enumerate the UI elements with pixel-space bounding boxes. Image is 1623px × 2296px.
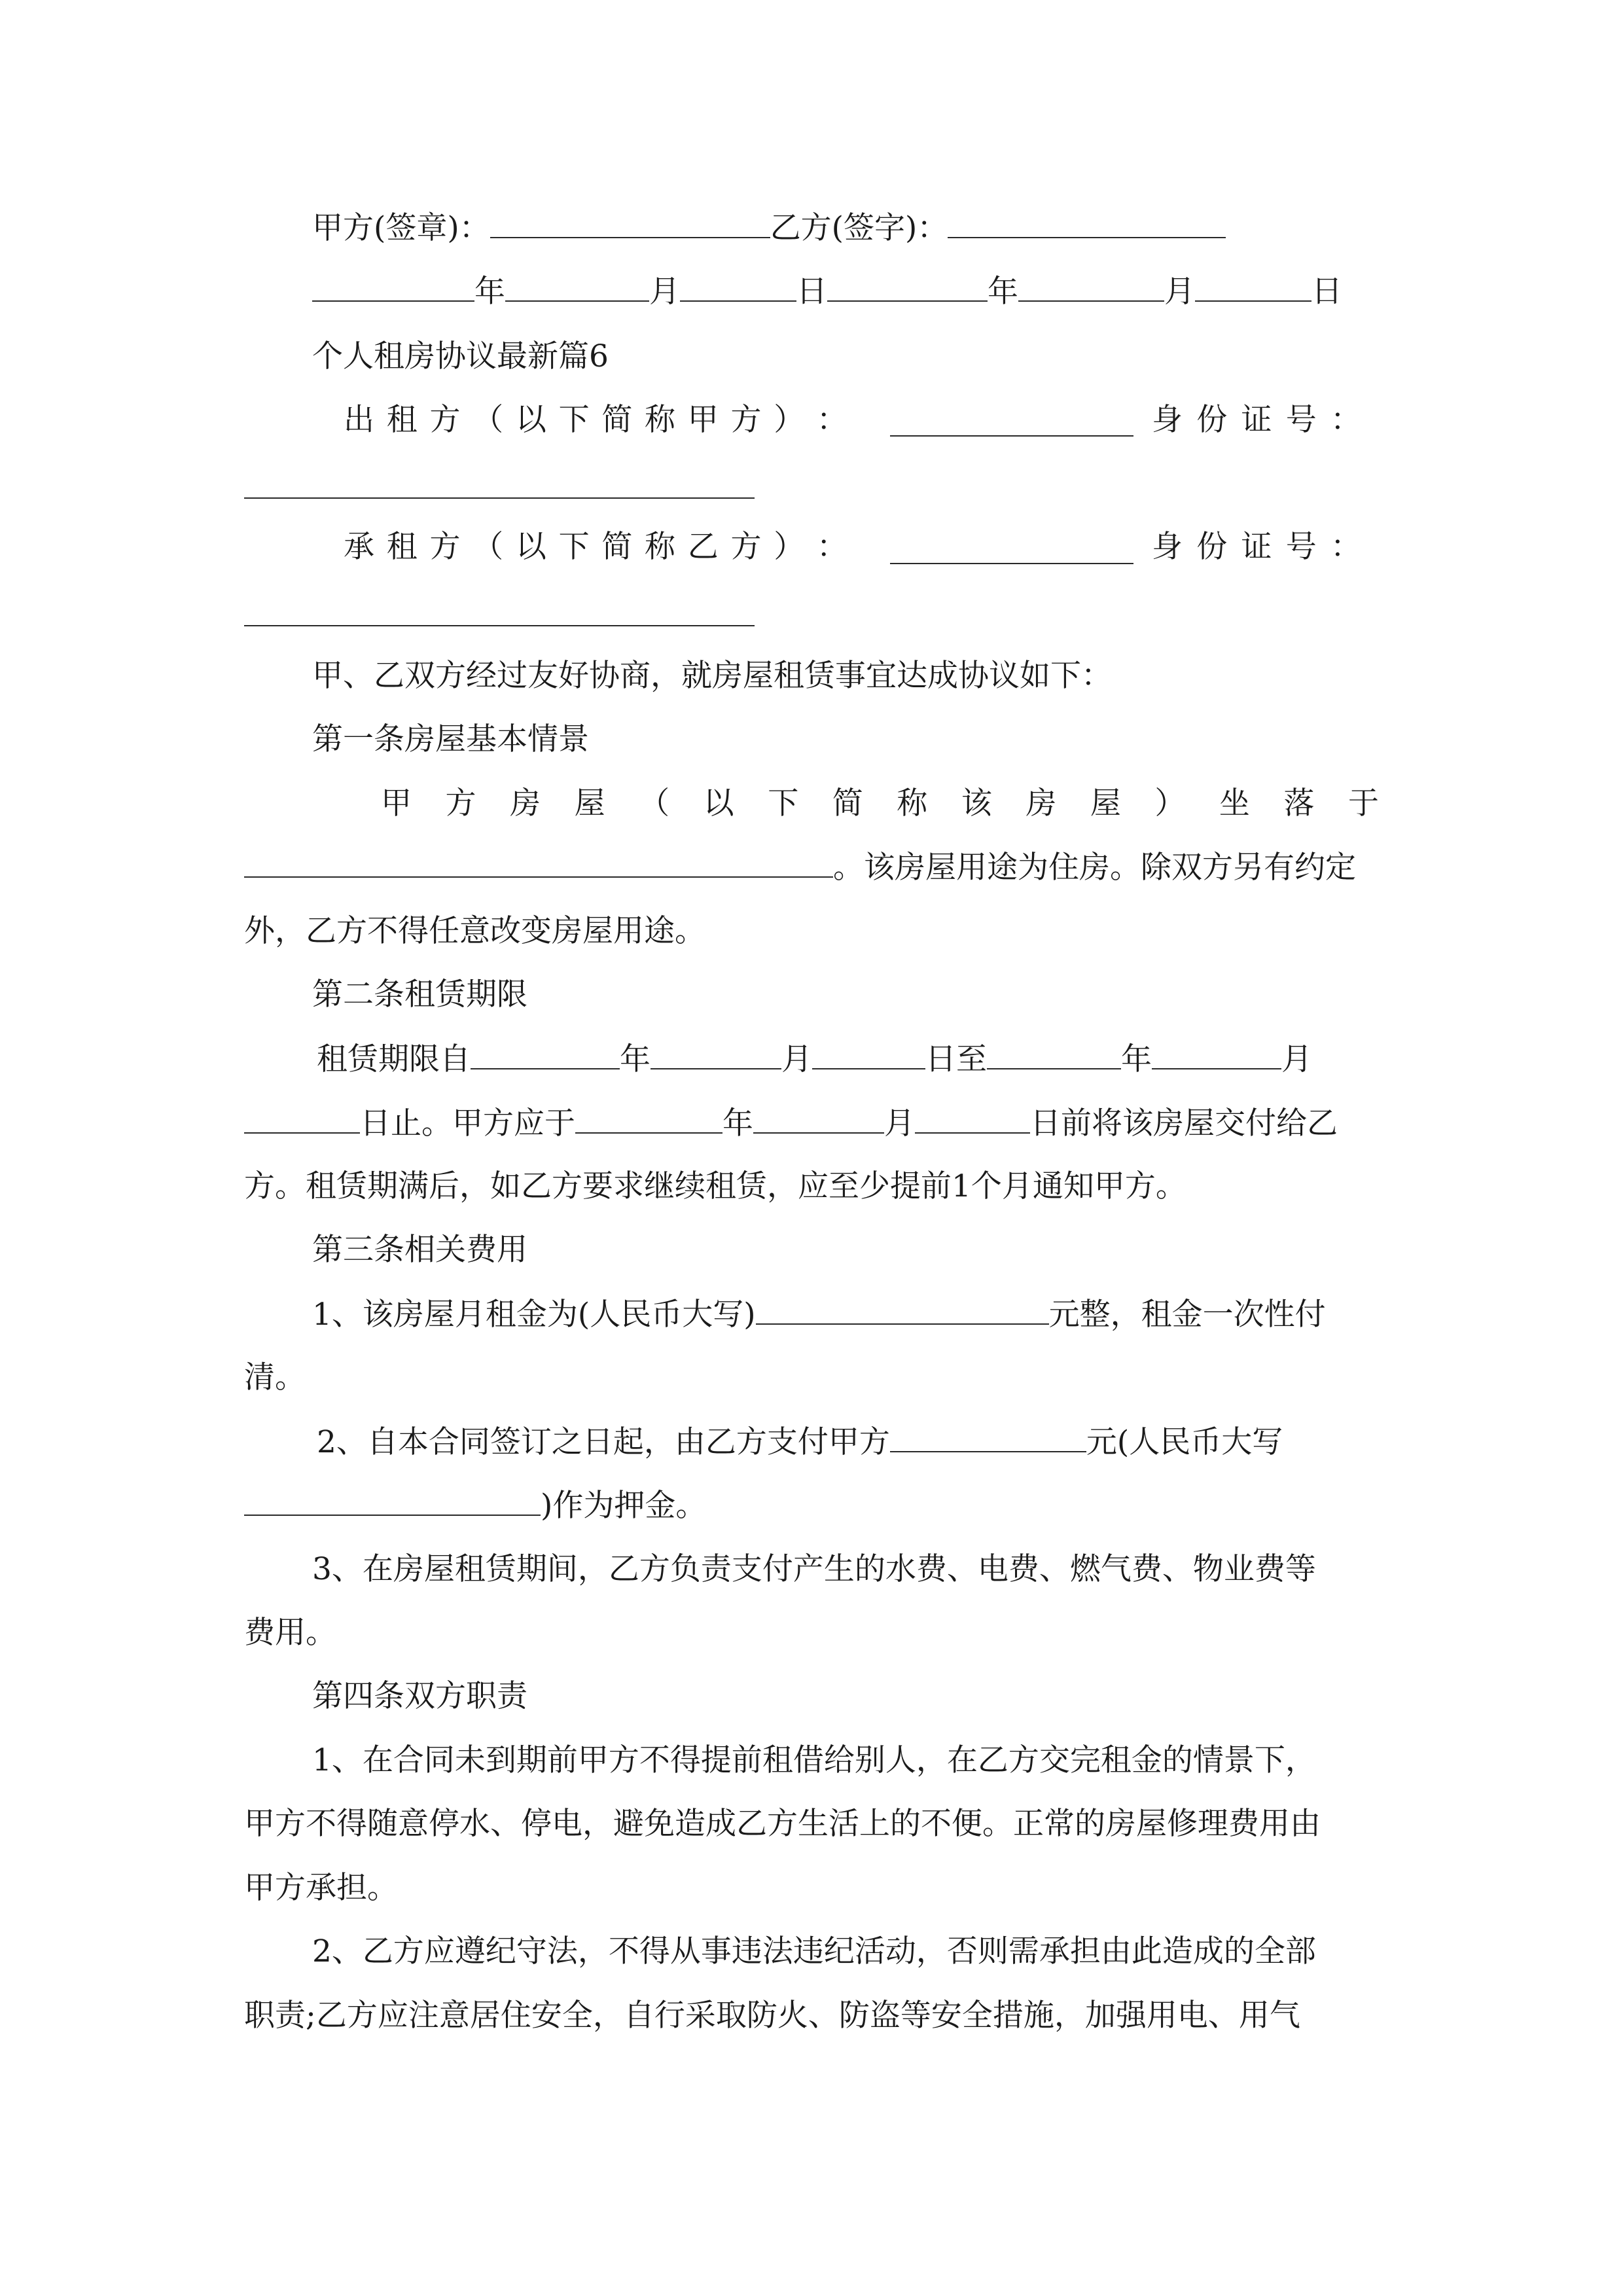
article3-item2-line2: [244, 1486, 706, 1526]
deposit-suffix: 元(人民币大写: [1086, 1424, 1283, 1460]
day-label: 日: [796, 274, 827, 310]
article4-item1-line2: 甲方不得随意停水、停电，避免造成乙方生活上的不便。正常的房屋修理费用由: [244, 1806, 1321, 1842]
article1-line2-text: 。该房屋用途为住房。除双方另有约定: [833, 850, 1356, 886]
date-blank: [915, 1103, 1030, 1134]
rent-suffix: 元整，租金一次性付: [1048, 1297, 1326, 1333]
lessee-id-blank: [244, 625, 755, 626]
article2-title: 第二条租赁期限: [312, 977, 527, 1013]
date-blank: [827, 272, 988, 302]
article3-item2-line1: [317, 1422, 1283, 1462]
date-blank: [312, 272, 474, 302]
deposit-words-blank: [244, 1486, 541, 1516]
month-label: 月: [1164, 274, 1195, 310]
party-a-sign-line: [312, 208, 1226, 248]
date-blank: [244, 1103, 360, 1134]
month-label: 月: [1281, 1041, 1312, 1077]
lessor-label-spread: 出 租 方 （ 以 下 简 称 甲 方 ） ：: [344, 402, 847, 438]
deposit-label: 2、自本合同签订之日起，由乙方支付甲方: [317, 1424, 890, 1460]
date-blank: [680, 272, 796, 302]
date-blank: [505, 272, 649, 302]
article3-item1-line2: 清。: [244, 1359, 306, 1395]
article2-line2: [244, 1103, 1338, 1143]
article1-line2: [244, 848, 1356, 888]
article4-title: 第四条双方职责: [312, 1678, 527, 1714]
year-label: 年: [474, 274, 505, 310]
month-label: 月: [884, 1105, 915, 1141]
date-blank: [471, 1039, 620, 1069]
to-label: 日至: [925, 1041, 987, 1077]
article3-item1-line1: [312, 1295, 1326, 1335]
date-blank: [753, 1103, 884, 1134]
article4-item2-line2: 职责;乙方应注意居住安全，自行采取防火、防盗等安全措施，加强用电、用气: [244, 1998, 1300, 2034]
date-blank: [575, 1103, 722, 1134]
article2-period-line: [317, 1039, 1312, 1079]
signature-date-line: [312, 272, 1342, 312]
before-label: 日前将该房屋交付给乙: [1030, 1105, 1338, 1141]
date-blank: [651, 1039, 781, 1069]
article1-line3: 外，乙方不得任意改变房屋用途。: [244, 913, 705, 949]
month-label: 月: [781, 1041, 812, 1077]
article3-item3-line1: 3、在房屋租赁期间，乙方负责支付产生的水费、电费、燃气费、物业费等: [312, 1551, 1316, 1587]
year-label: 年: [1121, 1041, 1152, 1077]
date-blank: [987, 1039, 1121, 1069]
rent-label: 1、该房屋月租金为(人民币大写): [312, 1297, 756, 1333]
article2-line3: 方。租赁期满后，如乙方要求继续租赁，应至少提前1个月通知甲方。: [244, 1168, 1186, 1204]
year-label: 年: [988, 274, 1018, 310]
article3-item3-line2: 费用。: [244, 1615, 336, 1651]
date-blank: [812, 1039, 925, 1069]
article4-item1-line1: 1、在合同未到期前甲方不得提前租借给别人，在乙方交完租金的情景下，: [312, 1742, 1316, 1778]
date-blank: [1152, 1039, 1281, 1069]
lessee-id-label: 身 份 证 号 ：: [1152, 529, 1361, 565]
article3-title: 第三条相关费用: [312, 1232, 527, 1268]
section-title: 个人租房协议最新篇6: [312, 338, 609, 374]
rent-amount-blank: [756, 1295, 1049, 1325]
lessor-name-blank: [890, 435, 1133, 437]
party-a-sign-blank: [490, 208, 770, 238]
party-a-sign-label: 甲方(签章)：: [312, 210, 490, 246]
party-b-sign-blank: [948, 208, 1226, 238]
day-label: 日: [1311, 274, 1342, 310]
date-blank: [1018, 272, 1164, 302]
month-label: 月: [649, 274, 680, 310]
intro-paragraph: 甲、乙双方经过友好协商，就房屋租赁事宜达成协议如下：: [312, 658, 1112, 694]
party-b-sign-label: 乙方(签字)：: [770, 210, 948, 246]
until-label: 日止。甲方应于: [360, 1105, 575, 1141]
address-blank: [244, 848, 833, 878]
article4-item1-line3: 甲方承担。: [244, 1870, 398, 1906]
article1-line1: 甲 方 房 屋 （ 以 下 简 称 该 房 屋 ） 坐 落 于: [381, 785, 1379, 821]
year-label: 年: [620, 1041, 651, 1077]
period-prefix: 租赁期限自: [317, 1041, 471, 1077]
article4-item2-line1: 2、乙方应遵纪守法，不得从事违法违纪活动，否则需承担由此造成的全部: [312, 1933, 1316, 1969]
lessee-label-spread: 承 租 方 （ 以 下 简 称 乙 方 ） ：: [344, 529, 847, 565]
deposit-amount-blank: [890, 1422, 1086, 1452]
lessor-id-label: 身 份 证 号 ：: [1152, 402, 1361, 438]
deposit-end: )作为押金。: [541, 1488, 707, 1524]
year-label: 年: [722, 1105, 753, 1141]
date-blank: [1195, 272, 1311, 302]
lessee-name-blank: [890, 563, 1133, 564]
article1-title: 第一条房屋基本情景: [312, 721, 589, 757]
lessor-id-blank: [244, 497, 755, 499]
